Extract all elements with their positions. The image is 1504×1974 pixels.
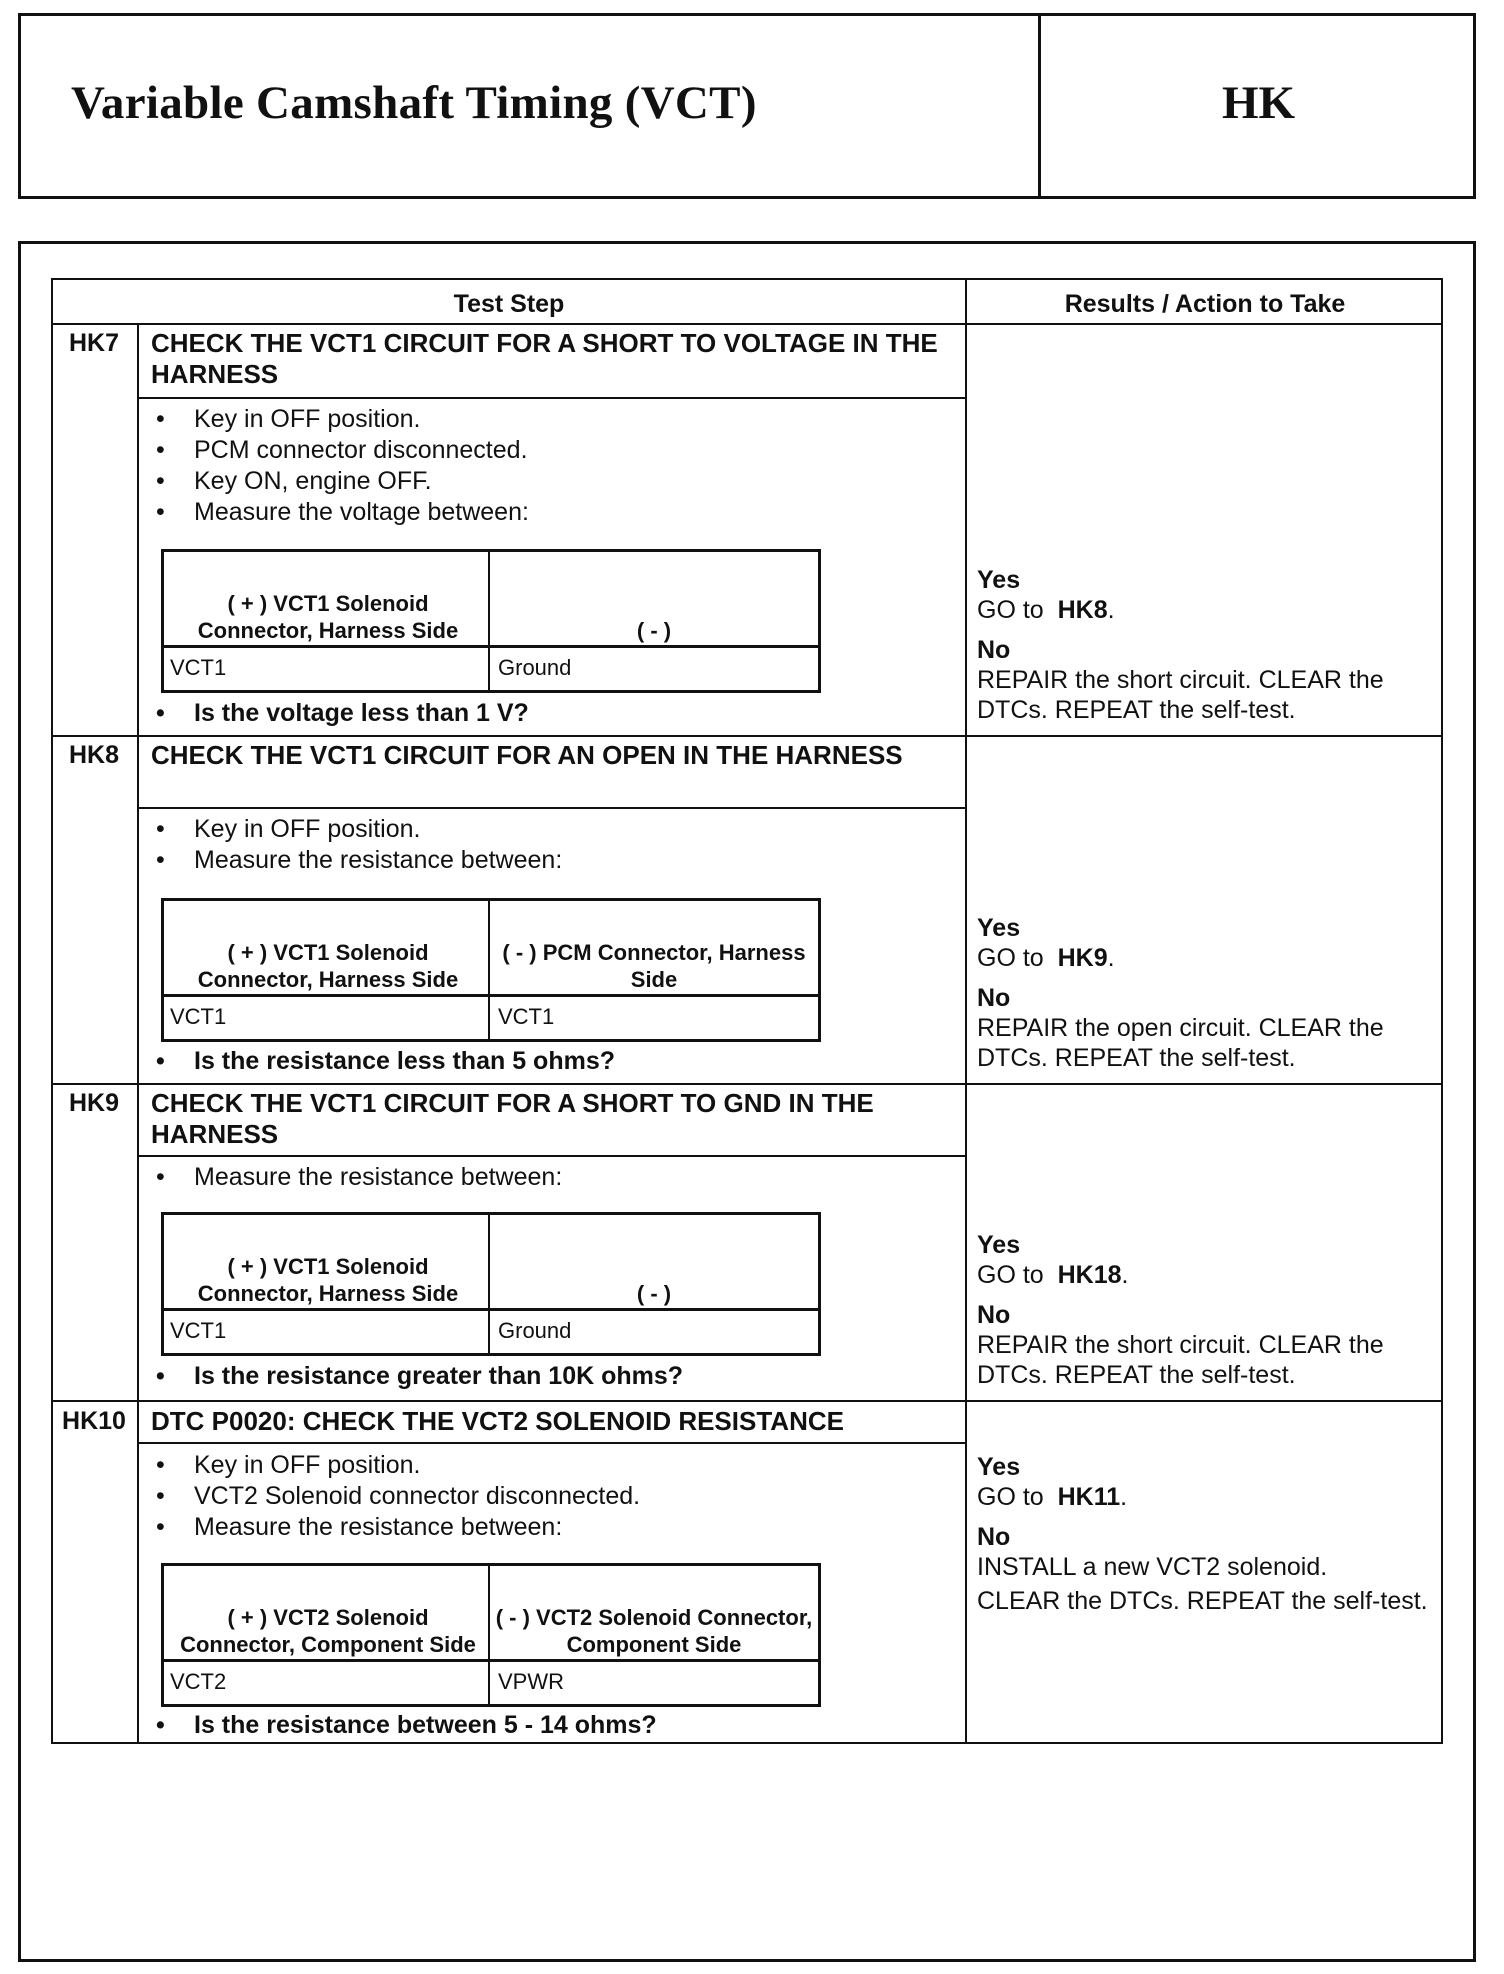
- measure-header-positive: ( + ) VCT2 Solenoid Connector, Component Side: [180, 1605, 476, 1657]
- result-yes-label: Yes: [977, 1231, 1021, 1259]
- result-yes-target: HK18: [1057, 1261, 1122, 1289]
- measurement-table: [161, 1212, 821, 1356]
- page-header: [18, 13, 1476, 199]
- measure-cell-positive: VCT1: [170, 655, 227, 680]
- result-no-text: REPAIR the open circuit. CLEAR the DTCs. REPEAT the self-test.: [977, 1014, 1384, 1072]
- column-header-test-step: Test Step: [453, 290, 565, 318]
- result-yes-text: GO to: [977, 596, 1044, 624]
- measure-header-positive: ( + ) VCT1 Solenoid Connector, Harness Side: [197, 940, 459, 992]
- measure-header-negative: ( - ) VCT2 Solenoid Connector, Component Side: [495, 1605, 813, 1657]
- result-yes-label: Yes: [977, 914, 1021, 942]
- step-row-rule: [53, 1400, 1443, 1402]
- column-divider: [965, 280, 967, 1744]
- step-result: Yes GO to HK9. No REPAIR the open circuit. CLEAR the DTCs. REPEAT the self-test.: [977, 913, 1437, 1073]
- result-no-text-2: CLEAR the DTCs. REPEAT the self-test.: [977, 1587, 1428, 1615]
- id-column-divider: [137, 323, 139, 1743]
- measurement-table: [161, 898, 821, 1042]
- step-result: Yes GO to HK11. No INSTALL a new VCT2 solenoid. CLEAR the DTCs. REPEAT the self-test.: [977, 1452, 1437, 1616]
- title-rule: [137, 807, 965, 809]
- title-rule: [137, 1442, 965, 1444]
- step-instructions: [148, 404, 529, 528]
- instruction-item: • Key in OFF position.: [148, 1450, 640, 1481]
- step-title: CHECK THE VCT1 CIRCUIT FOR A SHORT TO GND IN THE HARNESS: [151, 1088, 874, 1149]
- step-id: HK7: [68, 329, 119, 357]
- result-yes-text: GO to: [977, 1261, 1044, 1289]
- step-question: • Is the resistance greater than 10K ohms?: [148, 1361, 683, 1392]
- result-no-label: No: [977, 984, 1011, 1012]
- instruction-item: • PCM connector disconnected.: [148, 435, 529, 466]
- measurement-table: [161, 549, 821, 693]
- result-yes-target: HK11: [1057, 1483, 1121, 1511]
- instruction-item: • VCT2 Solenoid connector disconnected.: [148, 1481, 640, 1512]
- page-title: Variable Camshaft Timing (VCT): [71, 77, 757, 129]
- measure-cell-negative: VPWR: [498, 1669, 564, 1694]
- result-no-text: INSTALL a new VCT2 solenoid.: [977, 1553, 1328, 1581]
- measure-header-negative: ( - ) PCM Connector, Harness Side: [502, 940, 806, 992]
- result-yes-text: GO to: [977, 944, 1044, 972]
- measure-cell-positive: VCT1: [170, 1004, 227, 1029]
- measure-header-positive: ( + ) VCT1 Solenoid Connector, Harness Side: [197, 591, 459, 643]
- measure-header-negative: ( - ): [636, 1281, 672, 1306]
- step-question: • Is the voltage less than 1 V?: [148, 698, 529, 729]
- section-code: HK: [1221, 77, 1296, 129]
- header-row-rule: [53, 323, 1443, 325]
- result-no-text: REPAIR the short circuit. CLEAR the DTCs. REPEAT the self-test.: [977, 666, 1384, 724]
- measure-cell-negative: VCT1: [498, 1004, 555, 1029]
- measure-cell-positive: VCT1: [170, 1318, 227, 1343]
- result-no-text: REPAIR the short circuit. CLEAR the DTCs. REPEAT the self-test.: [977, 1331, 1384, 1389]
- step-question: • Is the resistance less than 5 ohms?: [148, 1046, 615, 1077]
- instruction-item: • Key in OFF position.: [148, 814, 562, 845]
- step-id: HK10: [62, 1407, 126, 1435]
- result-no-label: No: [977, 1523, 1011, 1551]
- instruction-item: • Key ON, engine OFF.: [148, 466, 529, 497]
- result-yes-target: HK8: [1057, 596, 1108, 624]
- measure-header-negative: ( - ): [636, 618, 672, 643]
- step-title: CHECK THE VCT1 CIRCUIT FOR A SHORT TO VOLTAGE IN THE HARNESS: [151, 328, 938, 389]
- result-no-label: No: [977, 636, 1011, 664]
- title-rule: [137, 397, 965, 399]
- instruction-item: • Measure the voltage between:: [148, 497, 529, 528]
- step-instructions: [148, 814, 562, 876]
- step-id: HK8: [68, 741, 119, 769]
- step-row-rule: [53, 1083, 1443, 1085]
- result-yes-label: Yes: [977, 1453, 1021, 1481]
- measure-cell-negative: Ground: [498, 1318, 572, 1343]
- result-yes-text: GO to: [977, 1483, 1044, 1511]
- step-result: Yes GO to HK18. No REPAIR the short circuit. CLEAR the DTCs. REPEAT the self-test.: [977, 1230, 1437, 1390]
- result-yes-target: HK9: [1057, 944, 1108, 972]
- step-result: Yes GO to HK8. No REPAIR the short circuit. CLEAR the DTCs. REPEAT the self-test.: [977, 565, 1437, 725]
- step-title: CHECK THE VCT1 CIRCUIT FOR AN OPEN IN THE HARNESS: [151, 740, 903, 770]
- step-question: • Is the resistance between 5 - 14 ohms?: [148, 1710, 657, 1741]
- instruction-item: • Measure the resistance between:: [148, 1162, 562, 1193]
- diagnostic-table: [51, 278, 1443, 1744]
- measure-cell-negative: Ground: [498, 655, 572, 680]
- instruction-item: • Measure the resistance between:: [148, 1512, 640, 1543]
- measure-header-positive: ( + ) VCT1 Solenoid Connector, Harness Side: [197, 1254, 459, 1306]
- step-instructions: [148, 1450, 640, 1543]
- step-instructions: [148, 1162, 562, 1193]
- result-yes-label: Yes: [977, 566, 1021, 594]
- instruction-item: • Measure the resistance between:: [148, 845, 562, 876]
- column-header-results: Results / Action to Take: [1064, 290, 1346, 318]
- step-title: DTC P0020: CHECK THE VCT2 SOLENOID RESISTANCE: [151, 1406, 844, 1436]
- instruction-item: • Key in OFF position.: [148, 404, 529, 435]
- measurement-table: [161, 1563, 821, 1707]
- result-no-label: No: [977, 1301, 1011, 1329]
- measure-cell-positive: VCT2: [170, 1669, 227, 1694]
- step-id: HK9: [68, 1089, 119, 1117]
- step-row-rule: [53, 735, 1443, 737]
- title-rule: [137, 1155, 965, 1157]
